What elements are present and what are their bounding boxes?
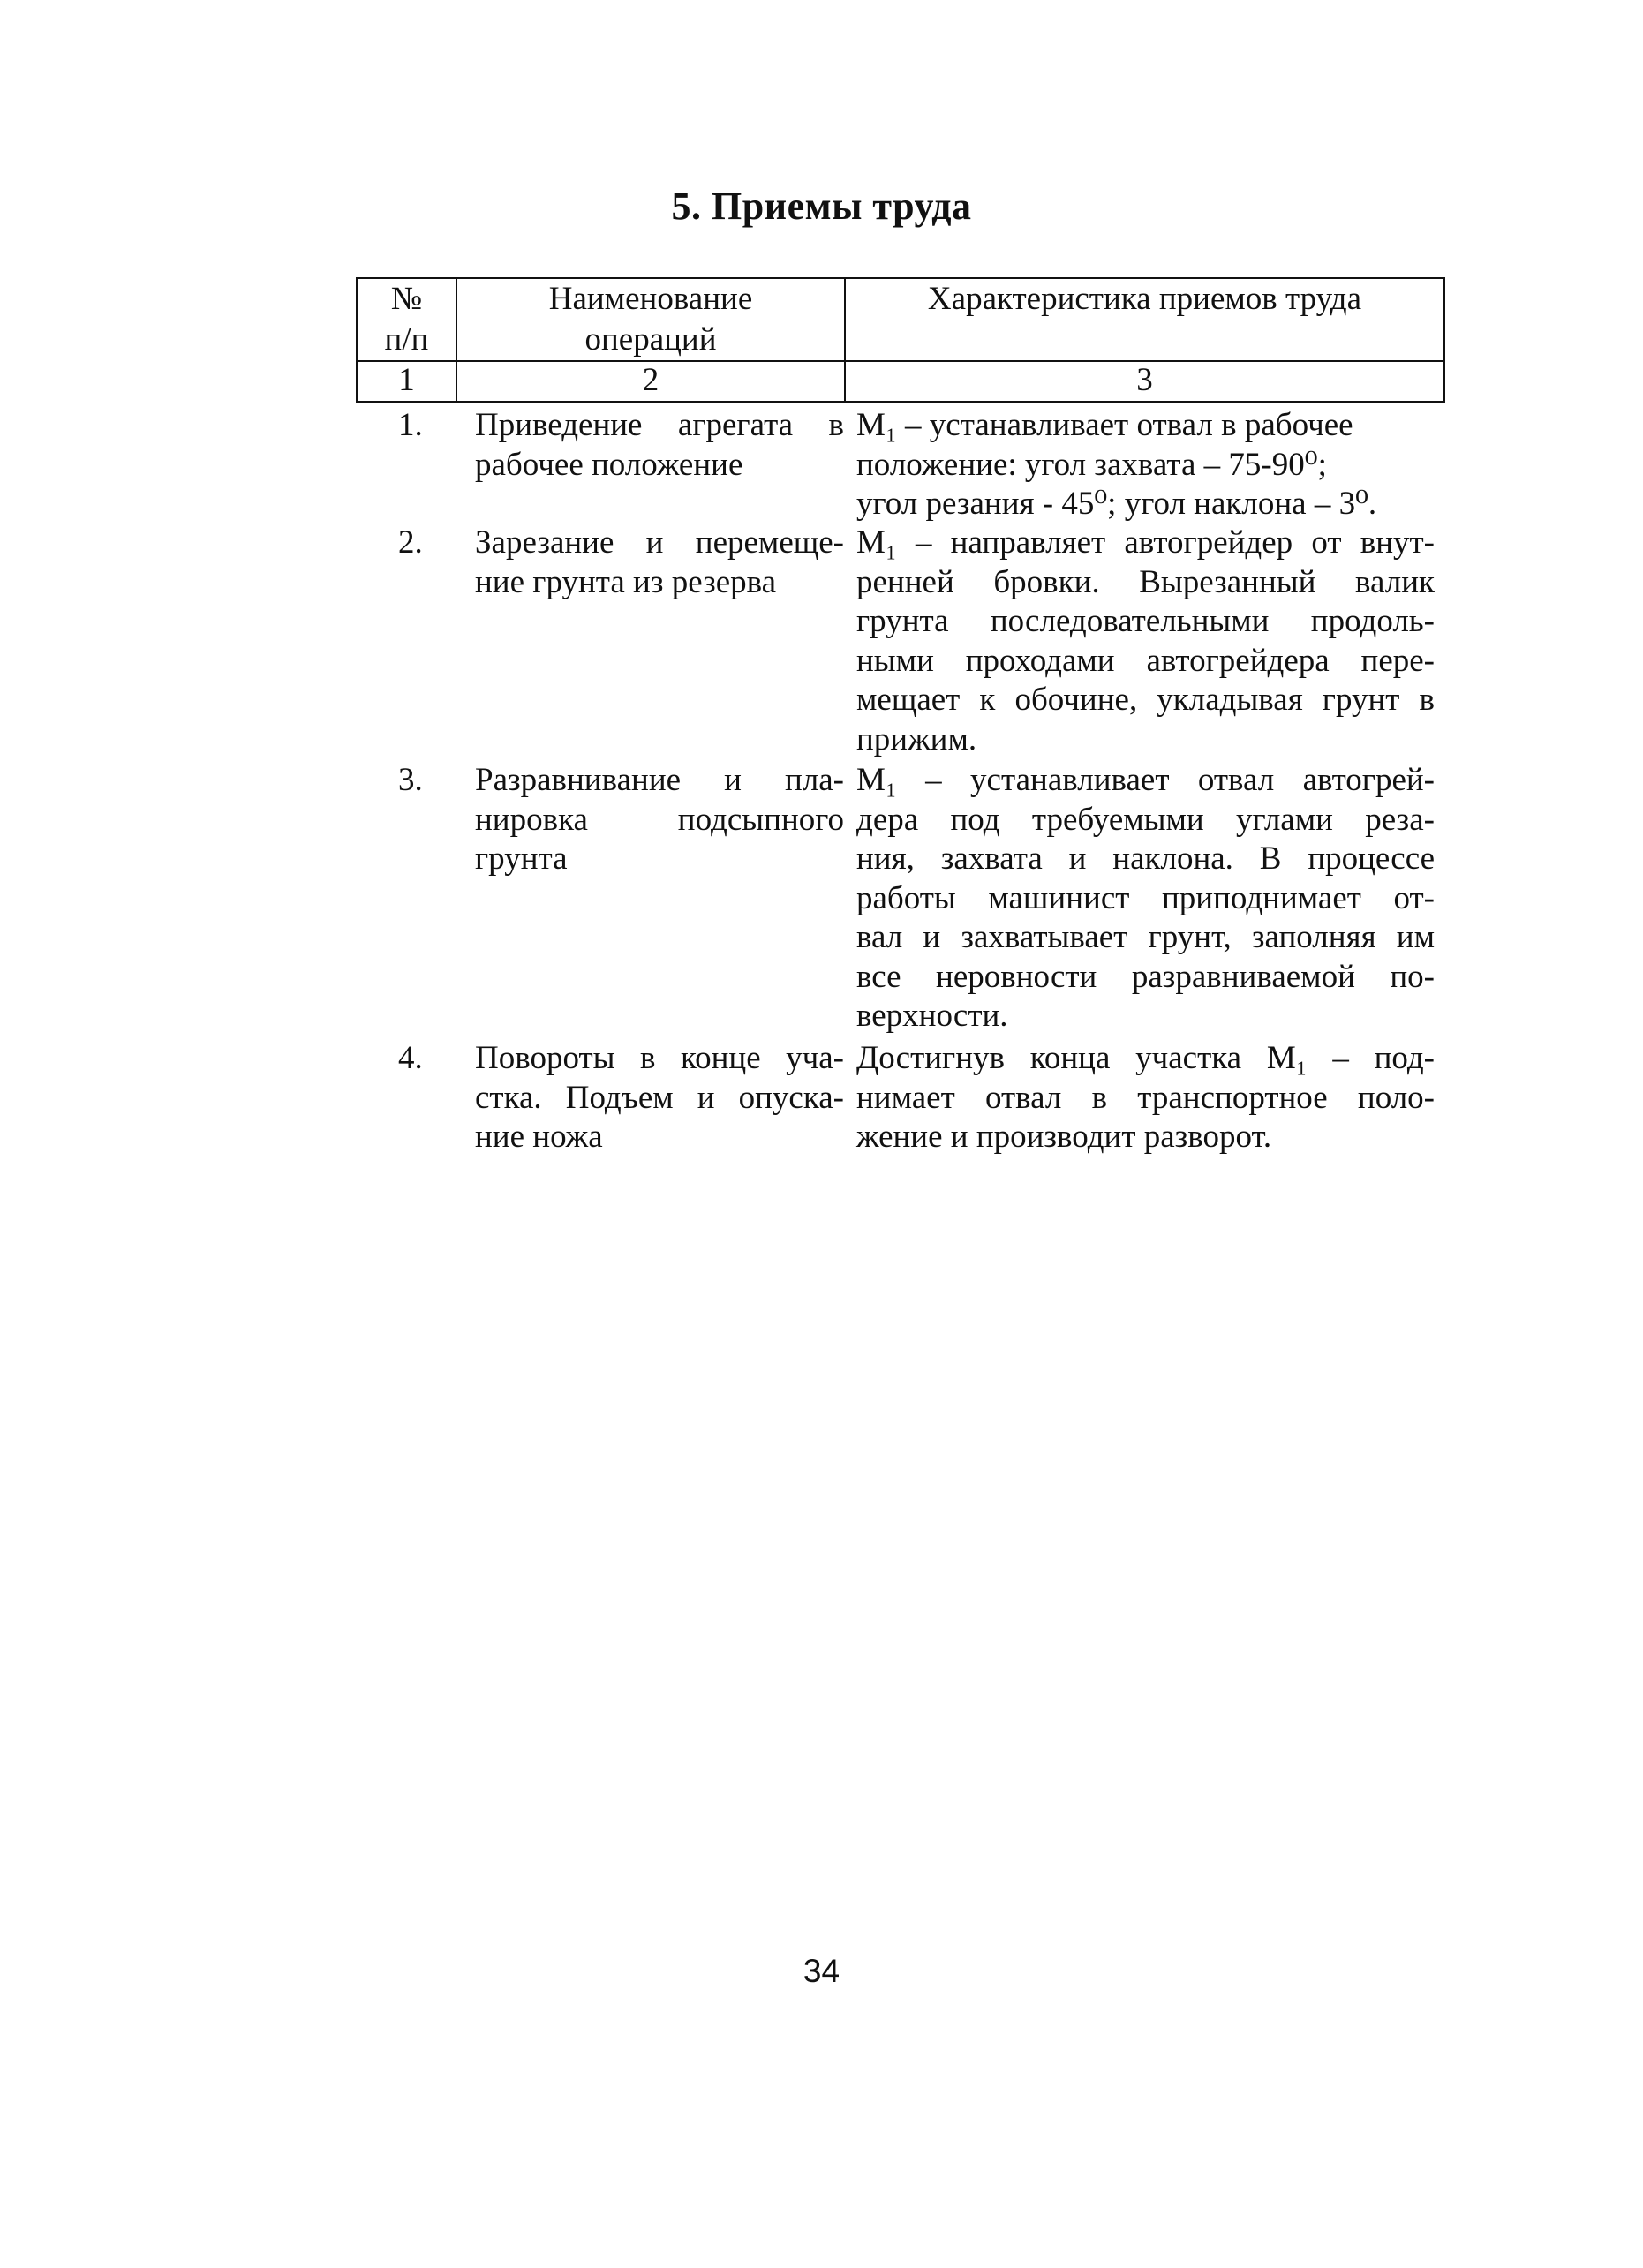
table-header [356, 277, 1445, 403]
table-row [356, 524, 1443, 761]
operation-name-line: Зарезание и перемеще- [475, 524, 844, 561]
operation-name-line: стка. Подъем и опуска- [475, 1079, 844, 1116]
description-line: жение и производит разворот. [856, 1119, 1272, 1155]
row-number: 2. [398, 524, 423, 561]
operation-description [856, 524, 1435, 759]
operation-name-line: грунта [475, 840, 568, 877]
operation-name [475, 761, 844, 879]
page-number: 34 [803, 1953, 840, 1989]
table-row [356, 761, 1443, 1039]
column-number: 2 [456, 361, 845, 402]
description-line: угол резания - 45⁰; угол наклона – 3⁰. [856, 486, 1377, 522]
description-line: M₁ – устанавливает отвал в рабочее [856, 407, 1353, 443]
description-line: прижим. [856, 720, 977, 757]
operation-name-line: ние ножа [475, 1119, 603, 1155]
description-line: работы машинист приподнимает от- [856, 879, 1435, 916]
operation-name [475, 524, 844, 602]
operation-name-line: Разравнивание и пла- [475, 762, 844, 798]
page-title: 5. Приемы труда [671, 185, 972, 228]
description-line: верхности. [856, 998, 1008, 1034]
header-operation: Наименование операций [456, 278, 845, 361]
description-line: вал и захватывает грунт, заполняя им [856, 919, 1435, 955]
operation-name [475, 406, 844, 485]
operation-description [856, 761, 1435, 1036]
description-line: положение: угол захвата – 75-90⁰; [856, 446, 1327, 483]
table-body [356, 406, 1443, 1163]
description-line: мещает к обочине, укладывая грунт в [856, 682, 1435, 718]
description-line: дера под требуемыми углами реза- [856, 801, 1435, 838]
header-num: № п/п [357, 278, 456, 361]
description-line: ния, захвата и наклона. В процессе [856, 840, 1435, 877]
column-number: 1 [357, 361, 456, 402]
operation-name-line: ние грунта из резерва [475, 563, 777, 600]
row-number: 1. [398, 407, 423, 443]
column-number: 3 [845, 361, 1444, 402]
description-line: Достигнув конца участка M₁ – под- [856, 1040, 1435, 1076]
operation-name-line: Повороты в конце уча- [475, 1040, 844, 1076]
table-row [356, 1039, 1443, 1163]
description-line: ренней бровки. Вырезанный валик [856, 563, 1435, 600]
operation-description [856, 1039, 1435, 1157]
header-characteristic: Характеристика приемов труда [845, 278, 1444, 361]
operation-name [475, 1039, 844, 1157]
description-line: грунта последовательными продоль- [856, 603, 1435, 639]
description-line: нимает отвал в транспортное поло- [856, 1079, 1435, 1116]
description-line: ными проходами автогрейдера пере- [856, 642, 1435, 679]
description-line: M₁ – устанавливает отвал автогрей- [856, 762, 1435, 798]
table-row [356, 406, 1443, 524]
column-number-row [357, 361, 1444, 402]
row-number: 3. [398, 762, 423, 798]
header-row [357, 278, 1444, 361]
operation-description [856, 406, 1435, 524]
description-line: все неровности разравниваемой по- [856, 958, 1435, 995]
description-line: M₁ – направляет автогрейдер от внут- [856, 524, 1435, 561]
operation-name-line: рабочее положение [475, 446, 743, 483]
operation-name-line: нировка подсыпного [475, 801, 844, 838]
row-number: 4. [398, 1040, 423, 1076]
operation-name-line: Приведение агрегата в [475, 407, 844, 443]
